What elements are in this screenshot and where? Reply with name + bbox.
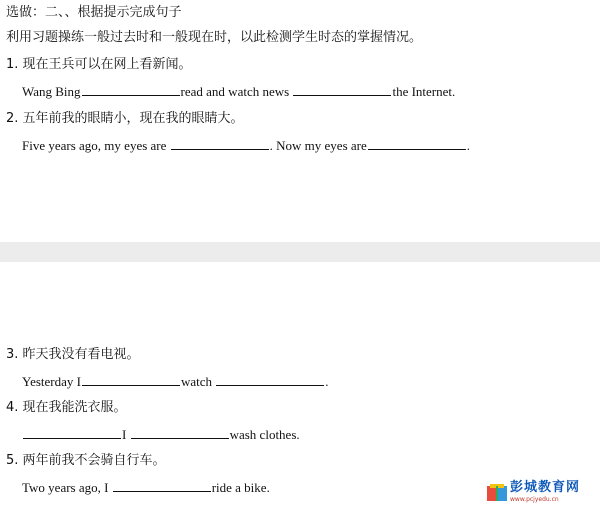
item-2-text-1: Five years ago, my eyes are <box>22 138 170 153</box>
page-two <box>0 262 600 512</box>
item-2-text-2: . Now my eyes are <box>269 138 367 153</box>
item-1-blank-1[interactable] <box>82 82 180 96</box>
item-3-prompt: 3. 昨天我没有看电视。 <box>6 347 140 362</box>
item-4-sentence <box>22 425 300 445</box>
item-1-text-3: the Internet. <box>392 84 456 99</box>
item-4-text-2: I <box>122 427 130 442</box>
item-3-text-1: Yesterday I <box>22 374 81 389</box>
item-5-text-1: Two years ago, I <box>22 480 112 495</box>
book-icon <box>486 482 508 504</box>
item-3-blank-1[interactable] <box>82 372 180 386</box>
item-2-blank-2[interactable] <box>368 136 466 150</box>
item-4-blank-2[interactable] <box>131 425 229 439</box>
page-one <box>0 0 600 242</box>
item-5-text-2: ride a bike. <box>211 480 270 495</box>
item-4-prompt: 4. 现在我能洗衣服。 <box>6 400 127 415</box>
item-4-text-3: wash clothes. <box>229 427 300 442</box>
watermark-url: www.pcjyedu.cn <box>510 496 559 503</box>
item-2-blank-1[interactable] <box>171 136 269 150</box>
item-1-text-1: Wang Bing <box>22 84 81 99</box>
item-2-sentence <box>22 136 470 156</box>
item-5-blank-1[interactable] <box>113 478 211 492</box>
item-1-prompt: 1. 现在王兵可以在网上看新闻。 <box>6 57 192 72</box>
item-3-sentence <box>22 372 329 392</box>
item-5-prompt: 5. 两年前我不会骑自行车。 <box>6 453 166 468</box>
item-3-text-2: watch <box>180 374 216 389</box>
item-2-prompt: 2. 五年前我的眼睛小，现在我的眼睛大。 <box>6 111 244 126</box>
watermark-logo <box>486 480 596 506</box>
watermark-name: 彭城教育网 <box>510 480 581 495</box>
item-1-sentence <box>22 82 455 102</box>
section-title: 选做：二、、根据提示完成句子 <box>6 5 182 20</box>
item-1-blank-2[interactable] <box>293 82 391 96</box>
item-1-text-2: read and watch news <box>180 84 293 99</box>
item-3-text-3: . <box>325 374 329 389</box>
item-2-text-3: . <box>466 138 470 153</box>
item-4-blank-1[interactable] <box>23 425 121 439</box>
item-5-sentence <box>22 478 270 498</box>
item-3-blank-2[interactable] <box>216 372 324 386</box>
instruction-text: 利用习题操练一般过去时和一般现在时，以此检测学生时态的掌握情况。 <box>6 30 423 45</box>
page-gap <box>0 242 600 262</box>
